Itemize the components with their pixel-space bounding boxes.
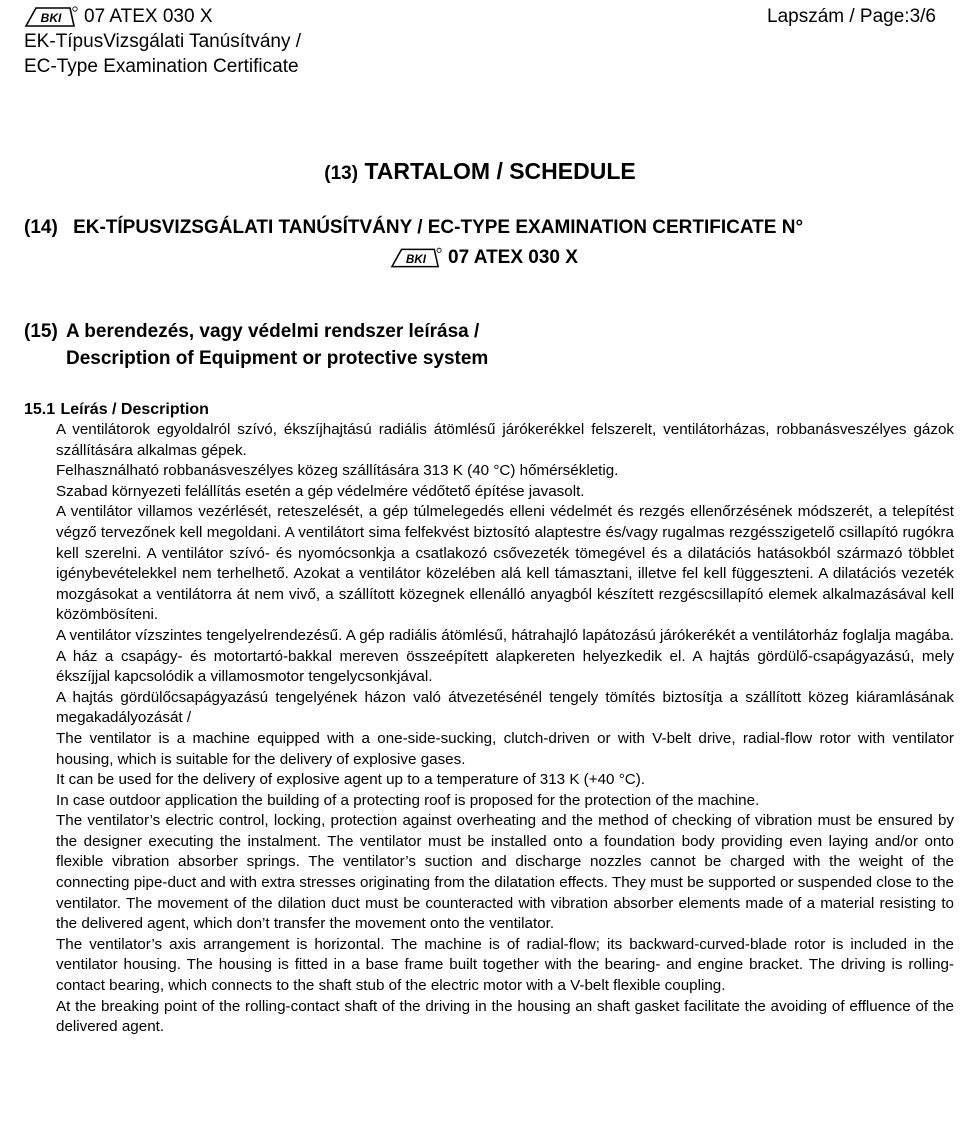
header-cert-number <box>24 4 301 29</box>
description-heading <box>24 400 209 420</box>
svg-text:BKI: BKI <box>406 253 426 266</box>
header-title-hu: EK-TípusVizsgálati Tanúsítvány / <box>24 31 302 52</box>
paragraph: Szabad környezeti felállítás esetén a gép védelmére védőtető építése javasolt. <box>56 482 585 500</box>
certificate-number-text: 07 ATEX 030 X <box>448 247 578 268</box>
description-body <box>56 420 954 1038</box>
paragraph: A ventilátor villamos vezérlését, reteszelését, a gép túlmelegedés elleni védelmét és rezgés ellenőrzésének módszerét, a telepítést végző tervezőnek kell megoldani. A ventilátort sima felfekvést biztosító alaptestre és/vagy rugalmas rezgésszigetelő csillapító rugókra kell szerelni. A ventilátor szívó- és nyomócsonkja a csatlakozó csővezeték tömegével és a dilatációs hatásokból származó többlet igénybevételekkel nem terhelhető. Azokat a ventilátor közelében alá kell támasztani, illetve fel kell függeszteni. A dilatációs vezeték mozgásokat a ventilátorra át nem vivő, a szállított közegnek ellenálló anyagból készített rezgéscsillapító elemek alkalmazásával kell közömbösíteni. <box>56 503 954 624</box>
schedule-text: TARTALOM / SCHEDULE <box>364 158 636 184</box>
paragraph: Felhasználható robbanásveszélyes közeg szállítására 313 K (40 °C) hőmérsékletig. <box>56 462 619 480</box>
paragraph: It can be used for the delivery of explosive agent up to a temperature of 313 K (+40 °C). <box>56 771 646 789</box>
paragraph: A hajtás gördülőcsapágyazású tengelyének házon való átvezetésénél tengely tömítés biztosítja a szállított közeg kiáramlásának megakadályozását / <box>56 688 954 727</box>
certificate-number <box>24 245 944 271</box>
page-header <box>24 4 301 79</box>
page-number: Lapszám / Page:3/6 <box>767 6 936 27</box>
description-title: Leírás / Description <box>60 401 209 418</box>
header-cert-number-text: 07 ATEX 030 X <box>84 6 213 27</box>
paragraph: The ventilator is a machine equipped with a one-side-sucking, clutch-driven or with V-belt drive, radial-flow rotor with ventilator housing, which is suitable for the delivery of explosive gases. <box>56 729 954 768</box>
section-15-num: (15) <box>24 321 58 342</box>
paragraph: At the breaking point of the rolling-contact shaft of the driving in the housing an shaft gasket facilitate the avoiding of effluence of the delivered agent. <box>56 997 954 1036</box>
schedule-title <box>0 158 960 185</box>
certificate-title-text: EK-TÍPUSVIZSGÁLATI TANÚSÍTVÁNY / EC-TYPE EXAMINATION CERTIFICATE N° <box>73 217 804 238</box>
section-15-title-hu: A berendezés, vagy védelmi rendszer leírása / <box>66 321 480 342</box>
bki-logo-icon <box>390 247 442 269</box>
paragraph: The ventilator’s electric control, locking, protection against overheating and the method of checking of vibration must be ensured by the designer executing the instalment. The ventilator must be installed onto a foundation body providing even laying and/or onto flexible vibration absorber springs. The ventilator’s suction and discharge nozzles cannot be charged with the weight of the connecting pipe-duct and with extra stresses originating from the dilatation effects. They must be supported or suspended close to the ventilator. The movement of the dilation duct must be counteracted with vibration absorber elements made of a material resisting to the delivered agent, which don’t transfer the movement onto the ventilator. <box>56 812 954 933</box>
paragraph: A ventilátor vízszintes tengelyelrendezésű. A gép radiális átömlésű, hátrahajló lapátozású járókerékét a ventilátorház foglalja magába. A ház a csapágy- és motortartó-bakkal mereven összeépített alapkereten helyezkedik el. A hajtás gördülő-csapágyazású, mely ékszíjjal kapcsolódik a villamosmotor tengelycsonkjával. <box>56 626 954 686</box>
section-15-heading <box>24 318 488 372</box>
paragraph: The ventilator’s axis arrangement is horizontal. The machine is of radial-flow; its backward-curved-blade rotor is included in the ventilator housing. The housing is fitted in a base frame built together with the bearing- and engine bracket. The driving is rolling-contact bearing, which connects to the shaft stub of the electric motor with a V-belt flexible coupling. <box>56 935 954 995</box>
svg-text:BKI: BKI <box>40 10 62 25</box>
certificate-title <box>24 215 944 241</box>
schedule-num: (13) <box>324 163 359 184</box>
bki-logo-icon <box>24 6 78 28</box>
certificate-num: (14) <box>24 217 58 238</box>
paragraph: In case outdoor application the building of a protecting roof is proposed for the protection of the machine. <box>56 791 760 809</box>
section-15-title-en: Description of Equipment or protective system <box>66 348 489 369</box>
header-title-en: EC-Type Examination Certificate <box>24 56 299 77</box>
description-num: 15.1 <box>24 401 56 418</box>
certificate-block <box>24 215 944 271</box>
paragraph: A ventilátorok egyoldalról szívó, ékszíjhajtású radiális átömlésű járókerékkel felszerelt, ventilátorházas, robbanásveszélyes gázok szállítására alkalmas gépek. <box>56 421 954 459</box>
